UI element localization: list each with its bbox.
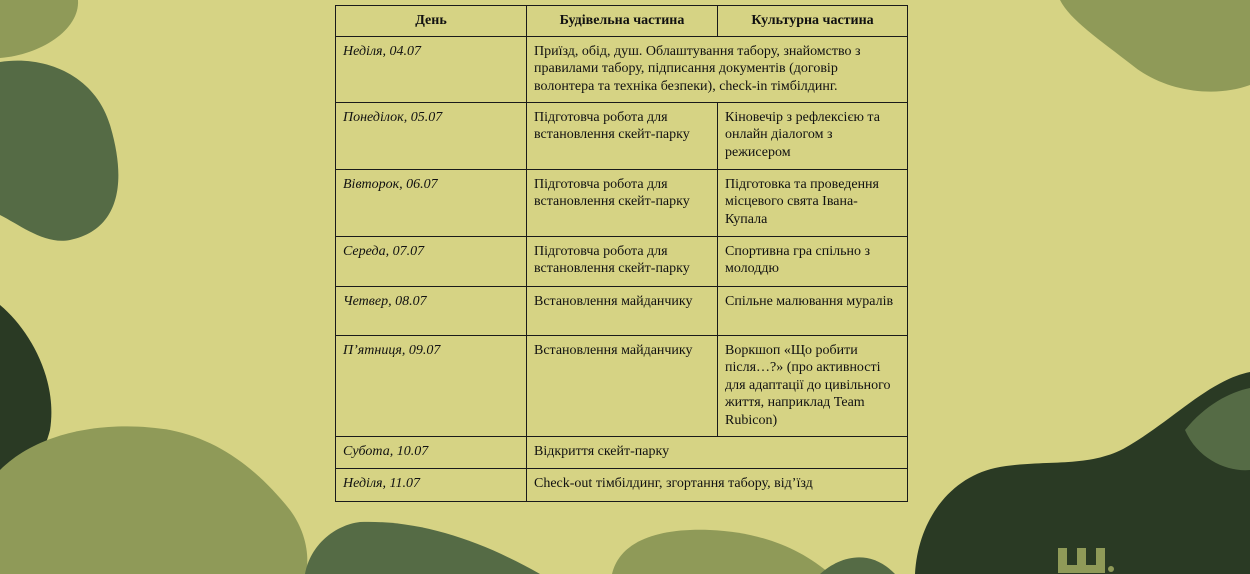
camo-shape [0,426,307,574]
day-cell: Неділя, 11.07 [336,468,527,501]
schedule-table [335,5,908,502]
day-cell: Четвер, 08.07 [336,286,527,335]
table-row [336,286,908,335]
day-cell: Субота, 10.07 [336,436,527,468]
camo-shape [305,522,540,574]
build-cell: Встановлення майданчику [527,335,718,436]
table-row [336,236,908,286]
build-cell: Підготовча робота для встановлення скейт-парку [527,169,718,236]
table-row [336,102,908,169]
build-cell: Підготовча робота для встановлення скейт-парку [527,236,718,286]
header-build: Будівельна частина [527,6,718,37]
header-culture: Культурна частина [718,6,908,37]
camo-shape [820,557,895,574]
day-cell: П’ятниця, 09.07 [336,335,527,436]
header-day: День [336,6,527,37]
table-row [336,335,908,436]
table-row [336,36,908,102]
culture-cell: Кіновечір з рефлексією та онлайн діалогом з режисером [718,102,908,169]
camo-shape [0,61,118,241]
day-cell: Неділя, 04.07 [336,36,527,102]
merged-activity-cell: Приїзд, обід, душ. Облаштування табору, знайомство з правилами табору, підписання документів (договір волонтера та техніка безпеки), check-in тімбілдинг. [527,36,908,102]
table-row [336,169,908,236]
merged-activity-cell: Відкриття скейт-парку [527,436,908,468]
camo-shape [1060,0,1250,92]
tsh-logo-icon [1056,521,1116,573]
merged-activity-cell: Check-out тімбілдинг, згортання табору, від’їзд [527,468,908,501]
table-row [336,468,908,501]
header-row [336,6,908,37]
camo-shape [0,0,78,58]
table-row [336,436,908,468]
camo-shape [612,530,830,574]
culture-cell: Воркшоп «Що робити після…?» (про активності для адаптації до цивільного життя, наприклад Team Rubicon) [718,335,908,436]
build-cell: Підготовча робота для встановлення скейт-парку [527,102,718,169]
culture-cell: Підготовка та проведення місцевого свята Івана-Купала [718,169,908,236]
day-cell: Понеділок, 05.07 [336,102,527,169]
culture-cell: Спортивна гра спільно з молоддю [718,236,908,286]
culture-cell: Спільне малювання муралів [718,286,908,335]
day-cell: Середа, 07.07 [336,236,527,286]
build-cell: Встановлення майданчику [527,286,718,335]
day-cell: Вівторок, 06.07 [336,169,527,236]
